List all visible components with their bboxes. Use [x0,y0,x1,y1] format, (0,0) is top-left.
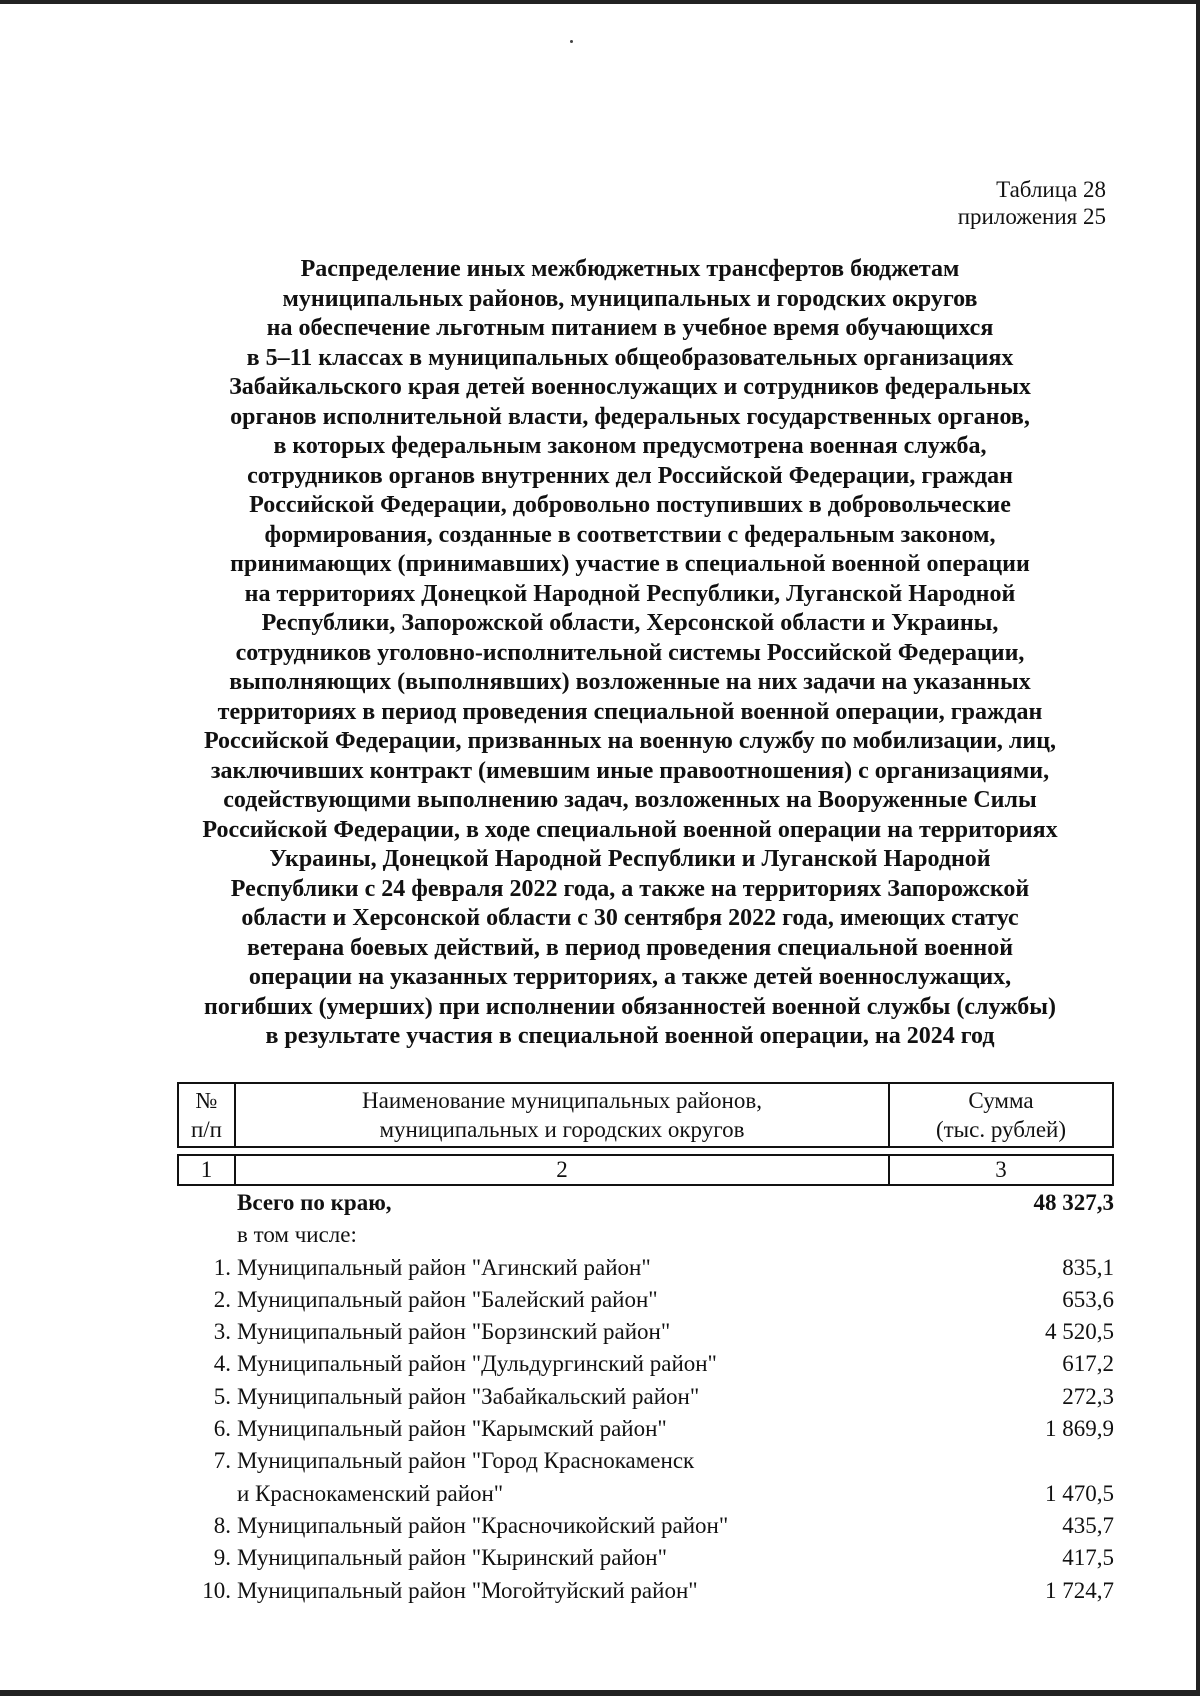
total-sum: 48 327,3 [1033,1190,1114,1215]
header-sum-cell [889,1083,1113,1147]
row-name: Муниципальный район "Кыринский район" [237,1545,667,1571]
total-label: Всего по краю, [237,1190,392,1215]
title-line: Республики с 24 февраля 2022 года, а также на территориях Запорожской [230,875,1030,902]
title-line: в результате участия в специальной военной операции, на 2024 год [265,1023,995,1049]
header-name-line: Наименование муниципальных районов, [362,1088,762,1113]
table-number: Таблица 28 [996,177,1106,202]
title-line: сотрудников органов внутренних дел Российской Федерации, граждан [247,462,1013,489]
table-row [177,1445,1114,1477]
title-line: Российской Федерации, добровольно поступивших в добровольческие [249,492,1011,518]
row-sum: 1 724,7 [1045,1577,1114,1603]
title-line: содействующими выполнению задач, возложенных на Вооруженные Силы [223,787,1037,813]
title-line: Забайкальского края детей военнослужащих и сотрудников федеральных [229,374,1031,400]
table-row-continuation [177,1478,1114,1510]
including-row [177,1219,1114,1251]
title-line: операции на указанных территориях, а также детей военнослужащих, [248,964,1012,990]
header-name-cell [235,1083,889,1147]
title-line: области и Херсонской области с 30 сентября 2022 года, имеющих статус [241,905,1019,931]
row-sum: 617,2 [1062,1351,1114,1377]
table-row [177,1510,1114,1542]
page-border-right [1196,0,1200,1696]
row-sum: 653,6 [1062,1286,1114,1312]
row-name: Муниципальный район "Красночикойский район" [237,1512,729,1538]
row-name: Муниципальный район "Могойтуйский район" [237,1577,698,1603]
title-line: органов исполнительной власти, федеральных государственных органов, [230,403,1030,430]
title-line: в которых федеральным законом предусмотрена военная служба, [273,433,987,459]
title-line: Распределение иных межбюджетных трансфертов бюджетам [300,256,960,282]
row-number: 8. [213,1512,231,1538]
header-spacer [178,1147,1113,1155]
title-line: принимающих (принимавших) участие в специальной военной операции [230,551,1030,577]
title-line: выполняющих (выполнявших) возложенные на них задачи на указанных [229,669,1031,695]
column-number-3: 3 [889,1155,1113,1185]
row-number: 2. [213,1286,231,1312]
row-name: Муниципальный район "Карымский район" [237,1416,667,1442]
header-sum-line: Сумма [968,1088,1034,1113]
row-number: 6. [213,1416,231,1442]
table-row [177,1575,1114,1607]
row-sum: 835,1 [1062,1254,1114,1280]
table-row [177,1252,1114,1284]
column-number-1: 1 [178,1155,235,1185]
title-line: Российской Федерации, в ходе специальной военной операции на территориях [202,816,1058,843]
table-row [177,1413,1114,1445]
title-line: на территориях Донецкой Народной Республики, Луганской Народной [244,580,1016,607]
row-number: 10. [202,1577,231,1603]
table-row [177,1348,1114,1380]
header-sum-line: (тыс. рублей) [935,1117,1067,1142]
title-line: погибших (умерших) при исполнении обязанностей военной службы (службы) [204,993,1056,1020]
table-body [177,1187,1114,1607]
including-label: в том числе: [237,1222,357,1248]
table-row [177,1284,1114,1316]
row-name: Муниципальный район "Агинский район" [237,1254,651,1280]
title-line: Республики, Запорожской области, Херсонской области и Украины, [261,610,999,636]
page-border-bottom [0,1690,1200,1696]
row-number: 9. [213,1545,231,1571]
row-number: 4. [213,1351,231,1377]
table-row [177,1316,1114,1348]
row-number: 1. [213,1254,231,1280]
row-sum: 1 470,5 [1045,1480,1114,1506]
title-line: территориях в период проведения специальной военной операции, граждан [217,698,1043,725]
row-sum: 272,3 [1062,1383,1114,1409]
column-number-2: 2 [235,1155,889,1185]
header-number-cell [178,1083,235,1147]
header-number-line: № [195,1088,218,1113]
title-line: в 5–11 классах в муниципальных общеобразовательных организациях [246,344,1014,371]
table-reference [958,176,1106,230]
title-line: муниципальных районов, муниципальных и городских округов [282,285,978,312]
title-line: на обеспечение льготным питанием в учебное время обучающихся [266,315,994,341]
title-line: заключивших контракт (имевшим иные правоотношения) с организациями, [210,757,1050,784]
table-row [177,1542,1114,1574]
table-header [177,1082,1114,1186]
row-sum: 1 869,9 [1045,1416,1114,1442]
title-line: сотрудников уголовно-исполнительной системы Российской Федерации, [235,639,1025,666]
header-row [178,1083,1113,1147]
header-name-line: муниципальных и городских округов [379,1117,745,1142]
title-line: ветерана боевых действий, в период проведения специальной военной [246,934,1014,961]
title-line: Украины, Донецкой Народной Республики и Луганской Народной [269,846,991,872]
document-title [150,255,1110,1052]
row-sum: 435,7 [1062,1512,1114,1538]
row-number: 5. [213,1383,231,1409]
header-number-line: п/п [190,1117,222,1142]
row-number: 3. [213,1319,231,1345]
row-name: Муниципальный район "Забайкальский район" [237,1383,700,1409]
total-row [177,1187,1114,1219]
row-name: Муниципальный район "Город Краснокаменск [237,1448,695,1474]
row-sum: 4 520,5 [1045,1319,1114,1345]
row-name: Муниципальный район "Балейский район" [237,1286,658,1312]
row-name: Муниципальный район "Борзинский район" [237,1319,671,1345]
row-name-continued: и Краснокаменский район" [237,1480,504,1506]
row-sum: 417,5 [1062,1545,1114,1571]
page-border-top [0,0,1200,4]
row-number: 7. [213,1448,231,1474]
column-number-row [178,1155,1113,1185]
table-row [177,1381,1114,1413]
title-line: формирования, созданные в соответствии с федеральным законом, [264,521,996,548]
title-line: Российской Федерации, призванных на военную службу по мобилизации, лиц, [203,728,1057,754]
row-name: Муниципальный район "Дульдургинский район" [237,1351,717,1377]
scan-speck [570,40,573,43]
appendix-number: приложения 25 [957,204,1106,229]
